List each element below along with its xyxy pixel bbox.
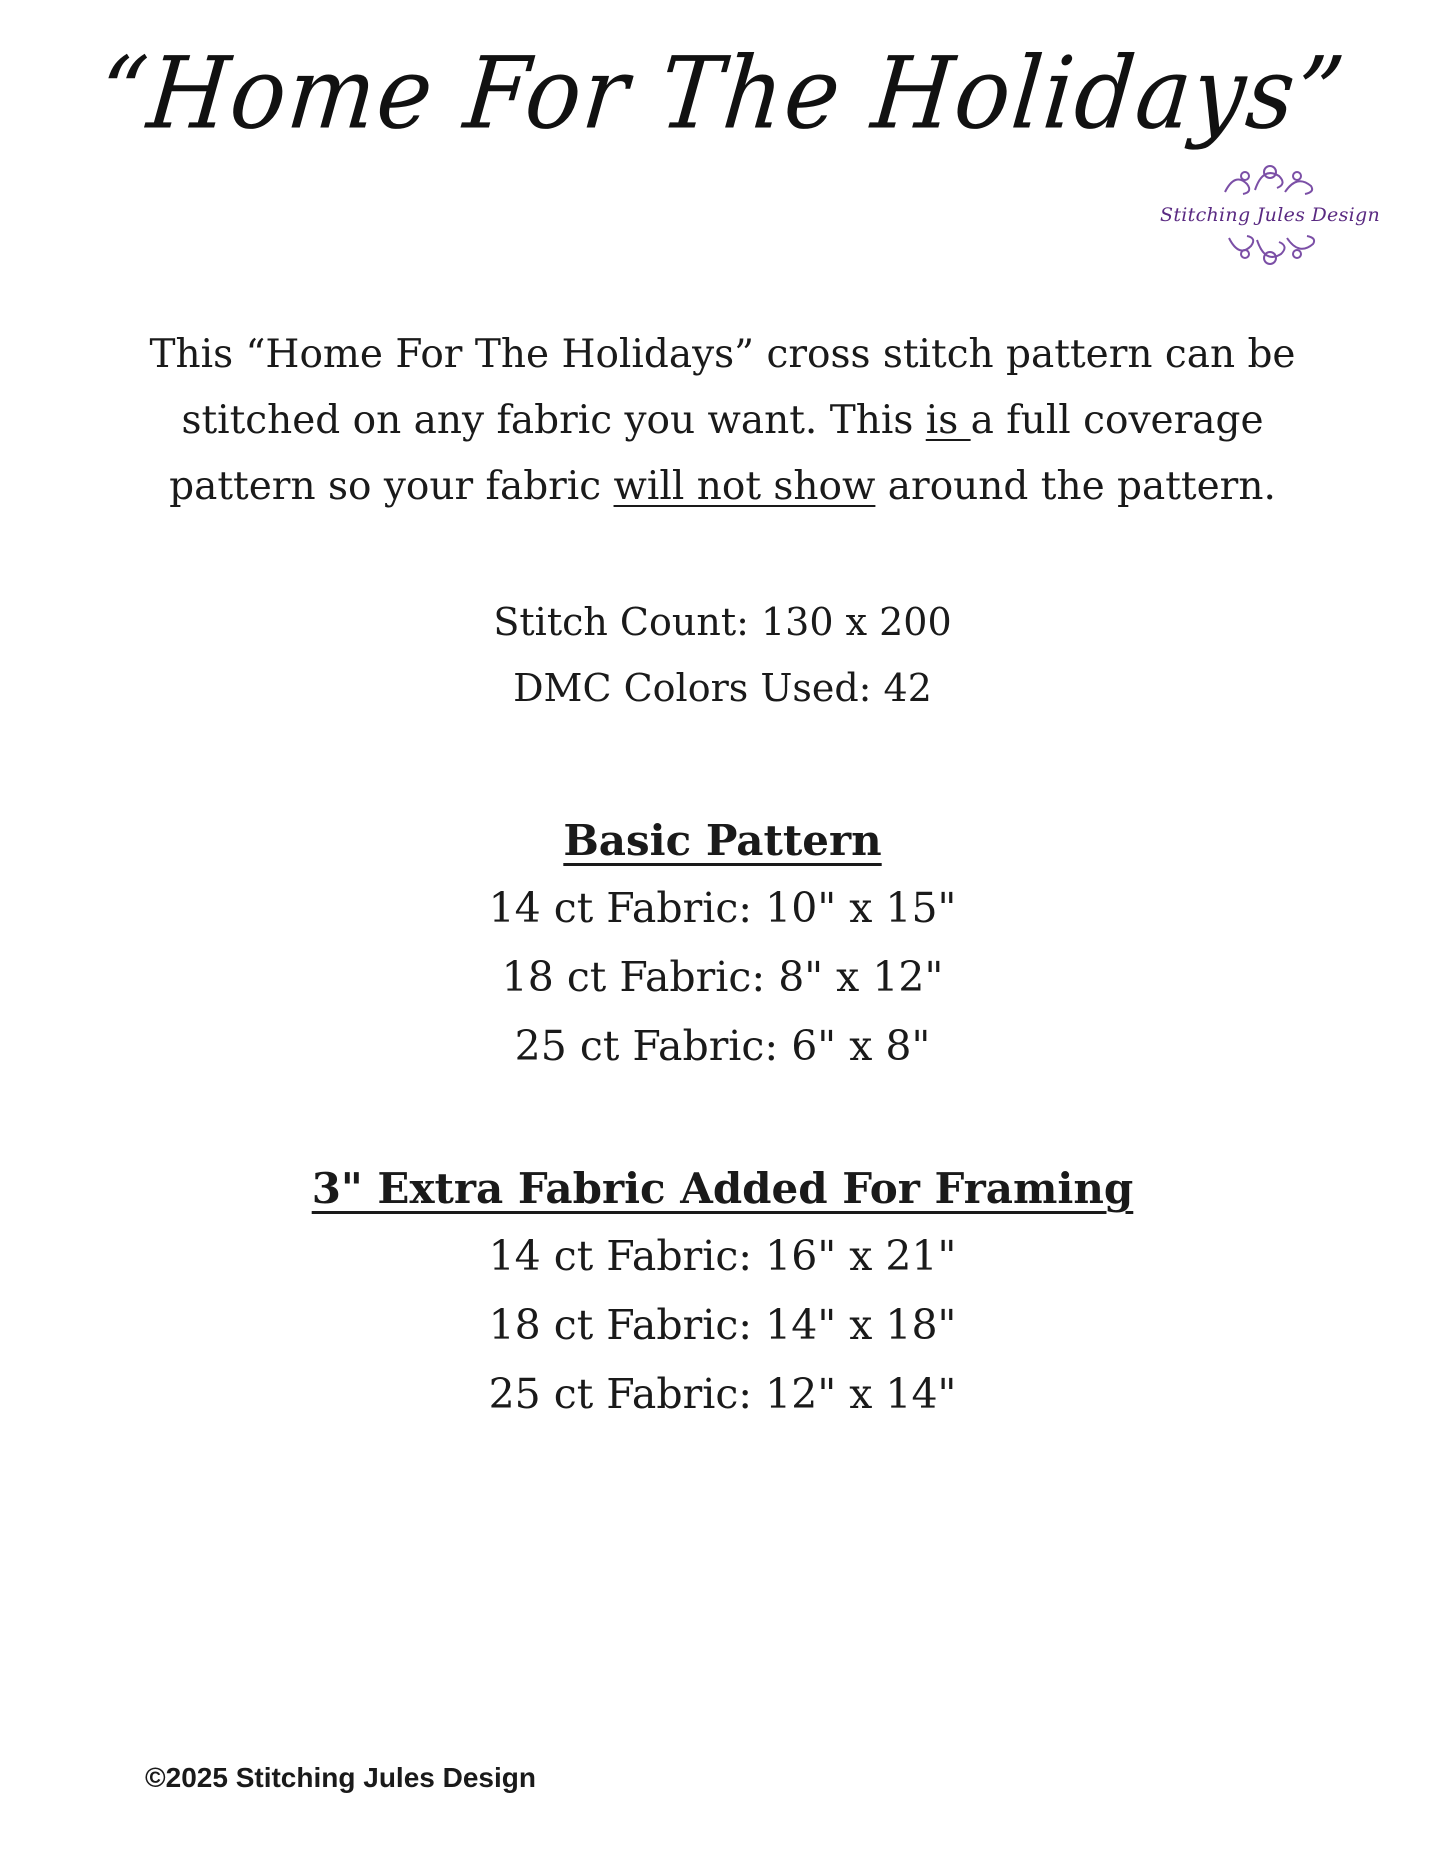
framing-heading: 3" Extra Fabric Added For Framing [311,1164,1134,1213]
fabric-size-row: 18 ct Fabric: 14" x 18" [488,1301,957,1349]
intro-will-not-show: will not show [613,464,876,509]
dmc-colors-used: DMC Colors Used: 42 [513,666,932,710]
fabric-size-row: 25 ct Fabric: 12" x 14" [488,1370,957,1418]
intro-paragraph [120,322,1325,520]
fabric-size-row: 25 ct Fabric: 6" x 8" [514,1022,931,1070]
intro-text-1: This “Home For The Holidays” cross stitch pattern can be stitched on any fabric you want. This [149,332,1296,443]
brand-logo [1160,162,1380,287]
pattern-stats [0,589,1445,721]
fabric-size-row: 14 ct Fabric: 10" x 15" [488,884,957,932]
intro-text-2: a full coverage pattern so your fabric [169,398,1264,509]
intro-is-underlined: is [925,398,971,443]
logo-text: Stitching Jules Design [1160,204,1381,226]
basic-pattern-heading: Basic Pattern [563,816,882,865]
stitch-count: Stitch Count: 130 x 200 [493,600,952,644]
swirl-ornament-icon [1215,228,1325,268]
fabric-size-row: 18 ct Fabric: 8" x 12" [501,953,944,1001]
fabric-size-row: 14 ct Fabric: 16" x 21" [488,1232,957,1280]
copyright-footer: ©2025 Stitching Jules Design [145,1762,536,1793]
framing-section [0,1156,1445,1429]
intro-text-3: around the pattern. [875,464,1276,509]
page-title: “Home For The Holidays” [94,35,1351,152]
swirl-ornament-icon [1215,162,1325,202]
basic-pattern-section [0,808,1445,1081]
